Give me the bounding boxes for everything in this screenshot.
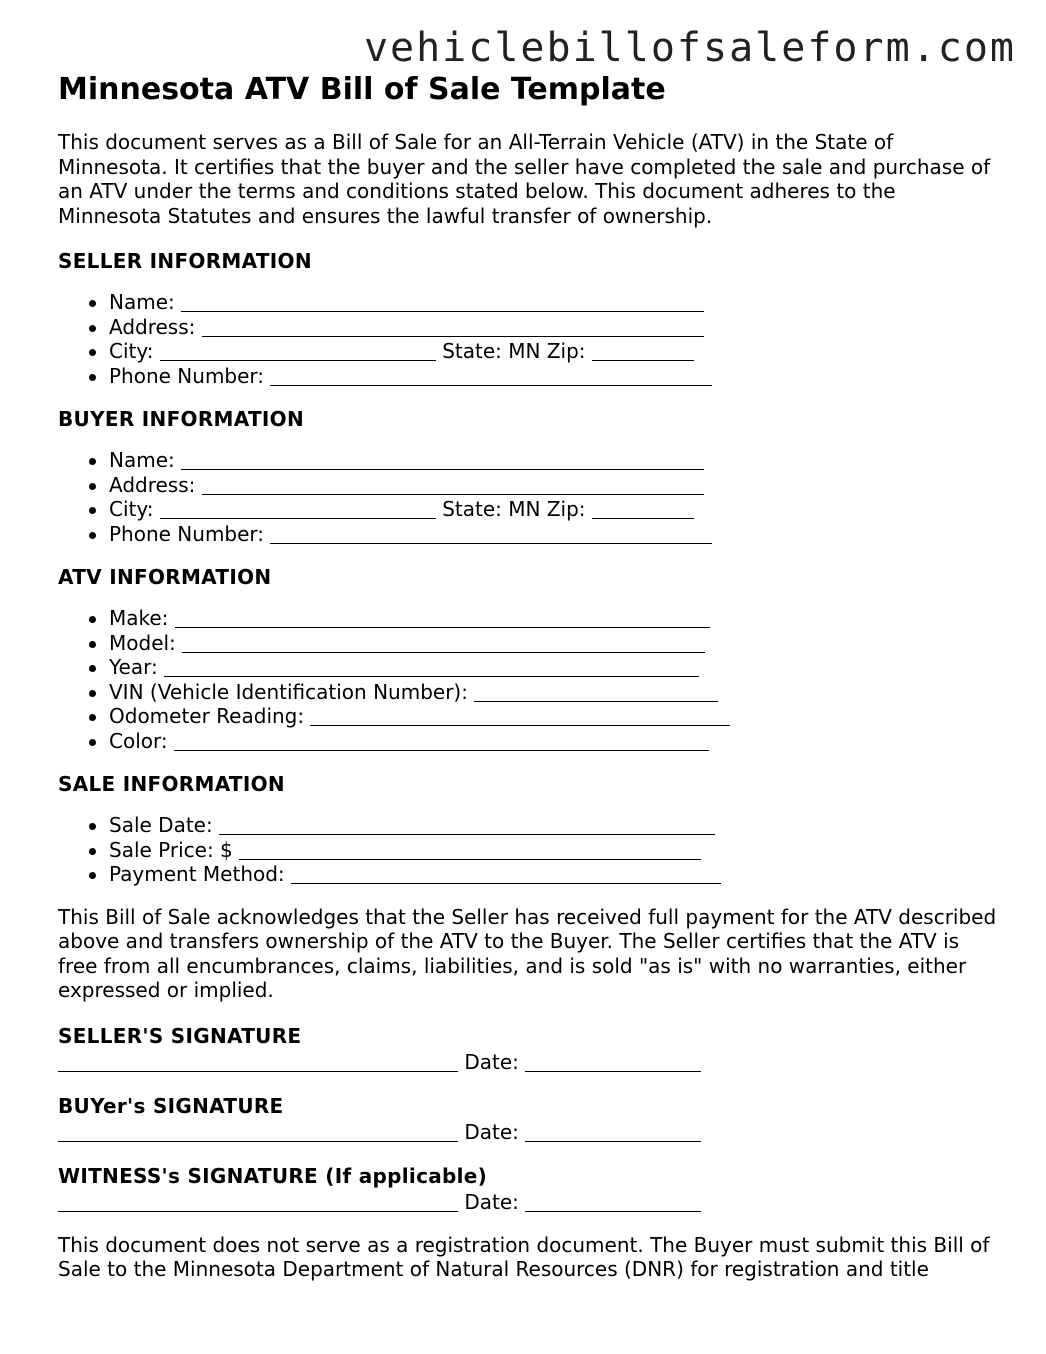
seller-state-zip-label: State: MN Zip:: [442, 339, 586, 363]
seller-heading: SELLER INFORMATION: [58, 249, 312, 273]
seller-address-blank[interactable]: [202, 316, 704, 337]
seller-section: [58, 248, 998, 388]
intro-paragraph: This document serves as a Bill of Sale for an All-Terrain Vehicle (ATV) in the State of Minnesota. It certifies that the buyer and the seller have completed the sale and purchase of an ATV under the terms and conditions stated below. This document adheres to the Minnesota Statutes and ensures the lawful transfer of ownership.: [58, 130, 991, 228]
atv-vin-field: [58, 680, 998, 705]
buyer-zip-blank[interactable]: [592, 498, 694, 519]
witness-signature-blank[interactable]: [58, 1191, 458, 1212]
buyer-signature-blank[interactable]: [58, 1121, 458, 1142]
witness-signature-date-label: Date:: [464, 1189, 519, 1214]
seller-address-label: Address:: [109, 314, 196, 339]
atv-model-blank[interactable]: [182, 632, 705, 653]
seller-name-label: Name:: [109, 290, 175, 314]
seller-signature-heading: SELLER'S SIGNATURE: [58, 1023, 302, 1048]
site-watermark: vehiclebillofsaleform.com: [363, 25, 1016, 71]
atv-year-field: [58, 655, 998, 680]
sale-date-label: Sale Date:: [109, 813, 213, 837]
buyer-address-field: [58, 473, 998, 498]
atv-section: [58, 564, 998, 753]
seller-city-blank[interactable]: [160, 340, 436, 361]
seller-name-blank[interactable]: [181, 291, 704, 312]
atv-odometer-label: Odometer Reading:: [109, 704, 305, 728]
payment-method-label: Payment Method:: [109, 862, 285, 886]
buyer-address-label: Address:: [109, 472, 196, 497]
seller-city-label: City:: [109, 339, 154, 363]
atv-color-blank[interactable]: [174, 730, 709, 751]
sale-heading: SALE INFORMATION: [58, 772, 285, 796]
buyer-phone-blank[interactable]: [270, 523, 712, 544]
atv-make-field: [58, 606, 998, 631]
acknowledgement-paragraph: This Bill of Sale acknowledges that the Seller has received full payment for the ATV described above and transfers ownership of the ATV to the Buyer. The Seller certifies that the ATV is free from all encumbrances, claims, liabilities, and is sold "as is" with no warranties, either expressed or implied.: [58, 904, 997, 1002]
buyer-signature-line: [58, 1119, 998, 1145]
sale-price-field: [58, 838, 998, 863]
witness-signature-line: [58, 1189, 998, 1215]
payment-method-field: [58, 862, 998, 887]
closing-paragraph: This document does not serve as a registration document. The Buyer must submit this Bill of Sale to the Minnesota Department of Natural Resources (DNR) for registration and title: [58, 1232, 990, 1281]
atv-vin-blank[interactable]: [474, 681, 718, 702]
buyer-name-field: [58, 448, 998, 473]
buyer-address-blank[interactable]: [202, 474, 704, 495]
seller-signature-blank[interactable]: [58, 1051, 458, 1072]
atv-model-label: Model:: [109, 630, 176, 655]
buyer-signature-date-label: Date:: [464, 1119, 519, 1144]
seller-signature-date-blank[interactable]: [525, 1051, 701, 1072]
buyer-city-label: City:: [109, 497, 154, 521]
sale-date-field: [58, 813, 998, 838]
atv-heading: ATV INFORMATION: [58, 565, 272, 589]
seller-phone-blank[interactable]: [270, 365, 712, 386]
buyer-phone-field: [58, 522, 998, 547]
seller-signature-date-label: Date:: [464, 1049, 519, 1074]
seller-city-field: [58, 339, 998, 364]
seller-phone-label: Phone Number:: [109, 363, 265, 388]
signatures-section: [58, 1023, 998, 1215]
buyer-city-blank[interactable]: [160, 498, 436, 519]
atv-vin-label: VIN (Vehicle Identification Number):: [109, 679, 468, 704]
atv-year-blank[interactable]: [164, 656, 699, 677]
seller-fields: [58, 290, 998, 388]
sale-section: [58, 771, 998, 887]
atv-color-label: Color:: [109, 728, 168, 753]
sale-fields: [58, 813, 998, 887]
buyer-section: [58, 406, 998, 546]
seller-phone-field: [58, 364, 998, 389]
page-title: Minnesota ATV Bill of Sale Template: [58, 72, 666, 107]
seller-address-field: [58, 315, 998, 340]
buyer-heading: BUYER INFORMATION: [58, 407, 304, 431]
buyer-signature-date-blank[interactable]: [525, 1121, 701, 1142]
seller-signature-line: [58, 1049, 998, 1075]
atv-model-field: [58, 631, 998, 656]
atv-color-field: [58, 729, 998, 754]
buyer-name-blank[interactable]: [181, 449, 704, 470]
witness-signature-heading: WITNESS's SIGNATURE (If applicable): [58, 1163, 488, 1188]
atv-odometer-blank[interactable]: [310, 705, 730, 726]
atv-year-label: Year:: [109, 655, 158, 679]
atv-fields: [58, 606, 998, 753]
sale-date-blank[interactable]: [219, 814, 715, 835]
witness-signature-date-blank[interactable]: [525, 1191, 701, 1212]
buyer-name-label: Name:: [109, 448, 175, 472]
seller-name-field: [58, 290, 998, 315]
buyer-state-zip-label: State: MN Zip:: [442, 497, 586, 521]
sale-price-blank[interactable]: [239, 839, 701, 860]
buyer-phone-label: Phone Number:: [109, 521, 265, 546]
atv-make-label: Make:: [109, 606, 169, 630]
buyer-signature-heading: BUYer's SIGNATURE: [58, 1093, 284, 1118]
atv-make-blank[interactable]: [175, 607, 710, 628]
buyer-fields: [58, 448, 998, 546]
seller-zip-blank[interactable]: [592, 340, 694, 361]
document-body: [58, 72, 998, 1282]
sale-price-label: Sale Price: $: [109, 837, 233, 862]
buyer-city-field: [58, 497, 998, 522]
atv-odometer-field: [58, 704, 998, 729]
payment-method-blank[interactable]: [291, 863, 721, 884]
